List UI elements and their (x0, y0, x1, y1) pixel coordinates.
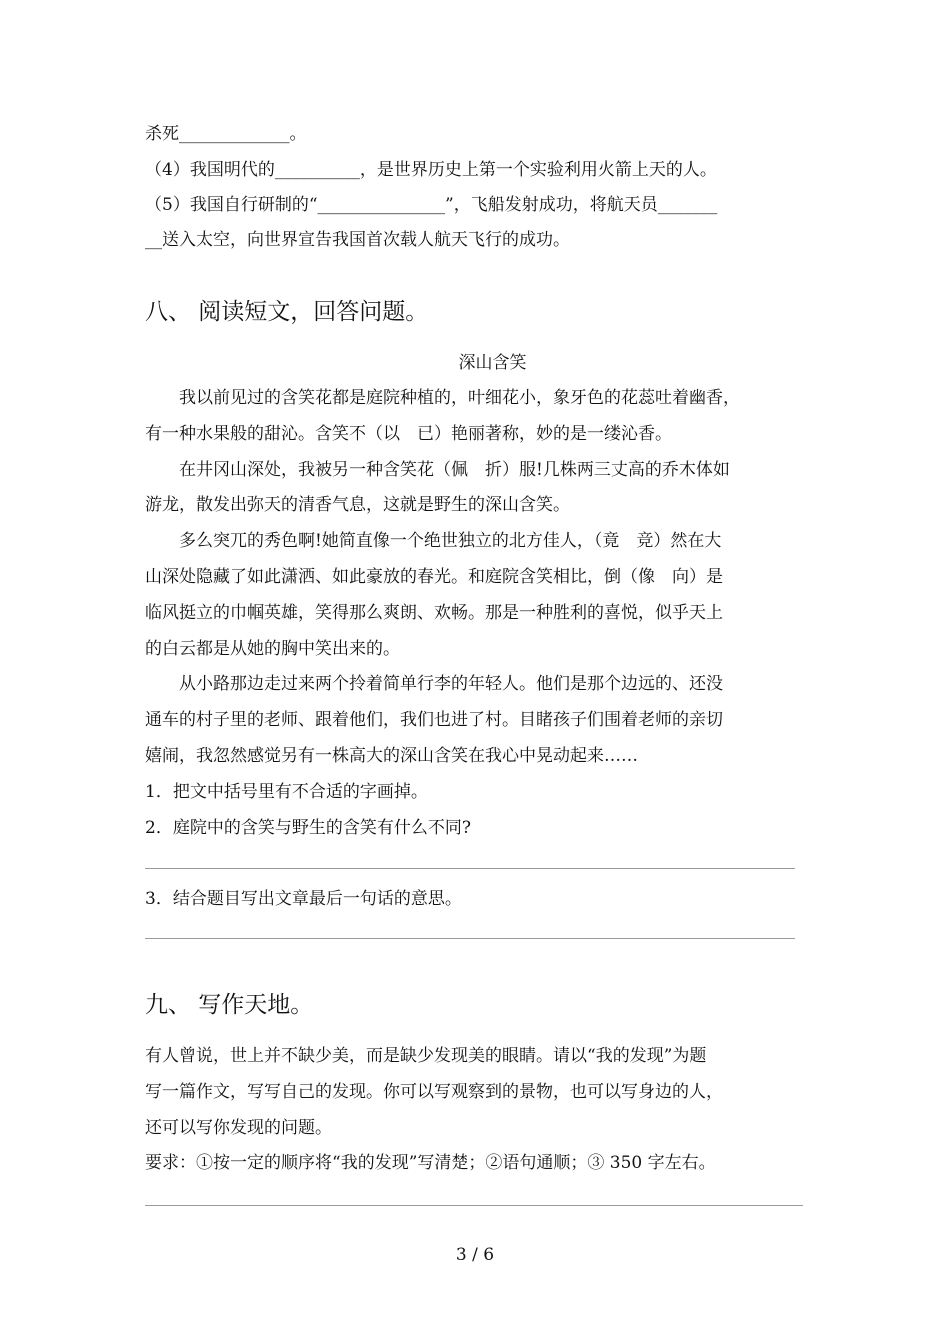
passage-line: 的白云都是从她的胸中笑出来的。 (145, 639, 400, 659)
question-1: 1．把文中括号里有不合适的字画掉。 (145, 782, 428, 802)
question-3: 3．结合题目写出文章最后一句话的意思。 (145, 889, 462, 909)
passage-line: 游龙，散发出弥天的清香气息，这就是野生的深山含笑。 (145, 495, 570, 515)
section-8-heading: 八、 阅读短文，回答问题。 (145, 299, 429, 325)
answer-line-q2[interactable] (145, 868, 795, 869)
writing-answer-line[interactable] (145, 1205, 803, 1206)
passage-line: 在井冈山深处，我被另一种含笑花（佩 折）服!几株两三丈高的乔木体如 (179, 460, 730, 480)
page-number: 3 / 6 (455, 1245, 495, 1265)
passage-line: 临风挺立的巾帼英雄，笑得那么爽朗、欢畅。那是一种胜利的喜悦，似乎天上 (145, 603, 723, 623)
question-2: 2．庭院中的含笑与野生的含笑有什么不同? (145, 818, 471, 838)
passage-line: 有一种水果般的甜沁。含笑不（以 已）艳丽著称，妙的是一缕沁香。 (145, 424, 672, 444)
passage-title: 深山含笑 (458, 353, 527, 373)
fill-blank-line: 杀死_____________。 (145, 124, 307, 144)
passage-line: 我以前见过的含笑花都是庭院种植的，叶细花小，象牙色的花蕊吐着幽香， (179, 388, 740, 408)
passage-line: 山深处隐藏了如此潇洒、如此豪放的春光。和庭院含笑相比，倒（像 向）是 (145, 567, 723, 587)
writing-prompt-line: 写一篇作文，写写自己的发现。你可以写观察到的景物，也可以写身边的人， (145, 1082, 723, 1102)
writing-prompt-line: 还可以写你发现的问题。 (145, 1118, 332, 1138)
passage-line: 多么突兀的秀色啊!她简直像一个绝世独立的北方佳人，（竟 竞）然在大 (179, 531, 722, 551)
section-9-heading: 九、 写作天地。 (145, 992, 314, 1018)
fill-blank-question-5-cont: __送入太空，向世界宣告我国首次载人航天飞行的成功。 (145, 230, 570, 250)
fill-blank-question-4: （4）我国明代的__________，是世界历史上第一个实验利用火箭上天的人。 (145, 160, 717, 180)
writing-requirements: 要求：①按一定的顺序将“我的发现”写清楚；②语句通顺；③ 350 字左右。 (145, 1153, 716, 1173)
writing-prompt-line: 有人曾说，世上并不缺少美，而是缺少发现美的眼睛。请以“我的发现”为题 (145, 1046, 707, 1066)
passage-line: 嬉闹，我忽然感觉另有一株高大的深山含笑在我心中晃动起来…… (145, 746, 638, 766)
passage-line: 通车的村子里的老师、跟着他们，我们也进了村。目睹孩子们围着老师的亲切 (145, 710, 723, 730)
passage-line: 从小路那边走过来两个拎着简单行李的年轻人。他们是那个边远的、还没 (179, 674, 723, 694)
fill-blank-question-5: （5）我国自行研制的“_______________”，飞船发射成功，将航天员_______ (145, 195, 718, 215)
answer-line-q3[interactable] (145, 938, 795, 939)
